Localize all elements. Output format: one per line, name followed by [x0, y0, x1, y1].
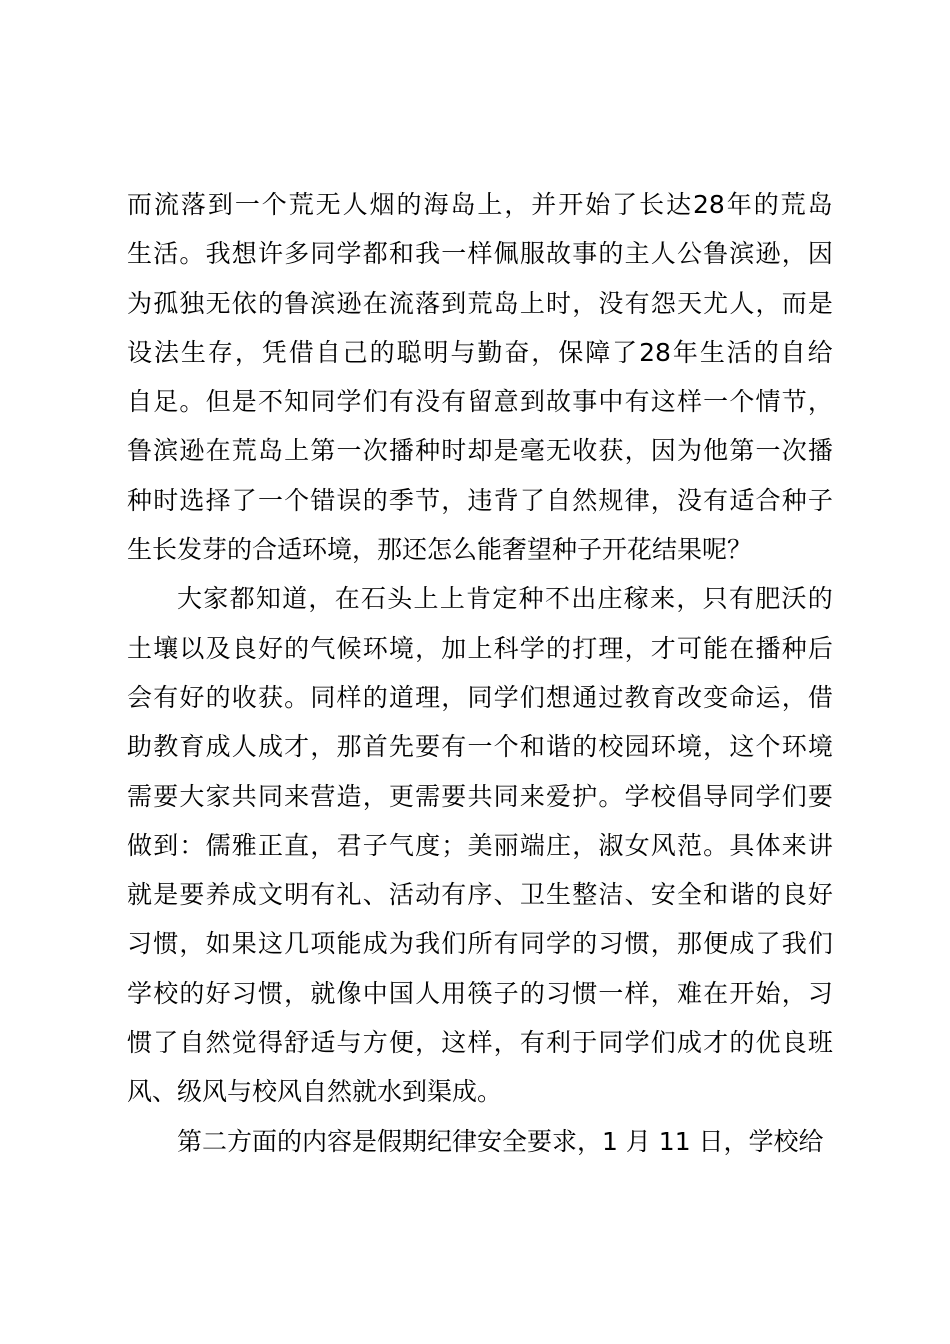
text-line: 土 壤 以 及 良 好 的 气 候 环 境 ， 加 上 科 学 的 打 理 ， 才 可 能 在 播 种 后 — [127, 633, 833, 663]
text-line: 自 足 。 但 是 不 知 同 学 们 有 没 有 留 意 到 故 事 中 有 这 样 一 个 情 节 ， — [127, 387, 833, 417]
text-line: 种 时 选 择 了 一 个 错 误 的 季 节 ， 违 背 了 自 然 规 律 ， 没 有 适 合 种 子 — [127, 485, 833, 515]
text-line: 学 校 的 好 习 惯 ， 就 像 中 国 人 用 筷 子 的 习 惯 一 样 ， 难 在 开 始 ， 习 — [127, 978, 833, 1008]
body-text — [127, 180, 833, 1166]
text-line: 生 活 。 我 想 许 多 同 学 都 和 我 一 样 佩 服 故 事 的 主 人 公 鲁 滨 逊 ， 因 — [127, 239, 833, 269]
text-line: 助 教 育 成 人 成 才 ， 那 首 先 要 有 一 个 和 谐 的 校 园 环 境 ， 这 个 环 境 — [127, 732, 833, 762]
text-line: 风、级风与校风自然就水到渠成。 — [127, 1077, 503, 1107]
text-line: 会 有 好 的 收 获 。 同 样 的 道 理 ， 同 学 们 想 通 过 教 育 改 变 命 运 ， 借 — [127, 682, 833, 712]
paragraph — [127, 1117, 833, 1166]
text-line: 鲁 滨 逊 在 荒 岛 上 第 一 次 播 种 时 却 是 毫 无 收 获 ， 因 为 他 第 一 次 播 — [127, 436, 833, 466]
text-line: 第二方面的内容是假期纪律安全要求，1 月 11 日，学校给 — [177, 1126, 824, 1156]
text-line: 生长发芽的合适环境，那还怎么能奢望种子开花结果呢？ — [127, 535, 753, 565]
paragraph — [127, 574, 833, 1116]
text-line: 就 是 要 养 成 文 明 有 礼 、 活 动 有 序 、 卫 生 整 洁 、 安 全 和 谐 的 良 好 — [127, 880, 833, 910]
text-line: 习 惯 ， 如 果 这 几 项 能 成 为 我 们 所 有 同 学 的 习 惯 ， 那 便 成 了 我 们 — [127, 929, 833, 959]
paragraph — [127, 180, 833, 574]
text-line: 设 法 生 存 ， 凭 借 自 己 的 聪 明 与 勤 奋 ， 保 障 了 28 年 生 活 的 自 给 — [127, 337, 833, 367]
text-line: 做 到 ： 儒 雅 正 直 ， 君 子 气 度 ； 美 丽 端 庄 ， 淑 女 风 范 。 具 体 来 讲 — [127, 830, 833, 860]
text-line: 需 要 大 家 共 同 来 营 造 ， 更 需 要 共 同 来 爱 护 。 学 校 倡 导 同 学 们 要 — [127, 781, 833, 811]
text-line: 大 家 都 知 道 ， 在 石 头 上 上 肯 定 种 不 出 庄 稼 来 ， 只 有 肥 沃 的 — [177, 584, 833, 614]
text-line: 而 流 落 到 一 个 荒 无 人 烟 的 海 岛 上 ， 并 开 始 了 长 达 28 年 的 荒 岛 — [127, 190, 833, 219]
text-line: 惯 了 自 然 觉 得 舒 适 与 方 便 ， 这 样 ， 有 利 于 同 学 们 成 才 的 优 良 班 — [127, 1028, 833, 1058]
text-line: 为 孤 独 无 依 的 鲁 滨 逊 在 流 落 到 荒 岛 上 时 ， 没 有 怨 天 尤 人 ， 而 是 — [127, 288, 833, 318]
